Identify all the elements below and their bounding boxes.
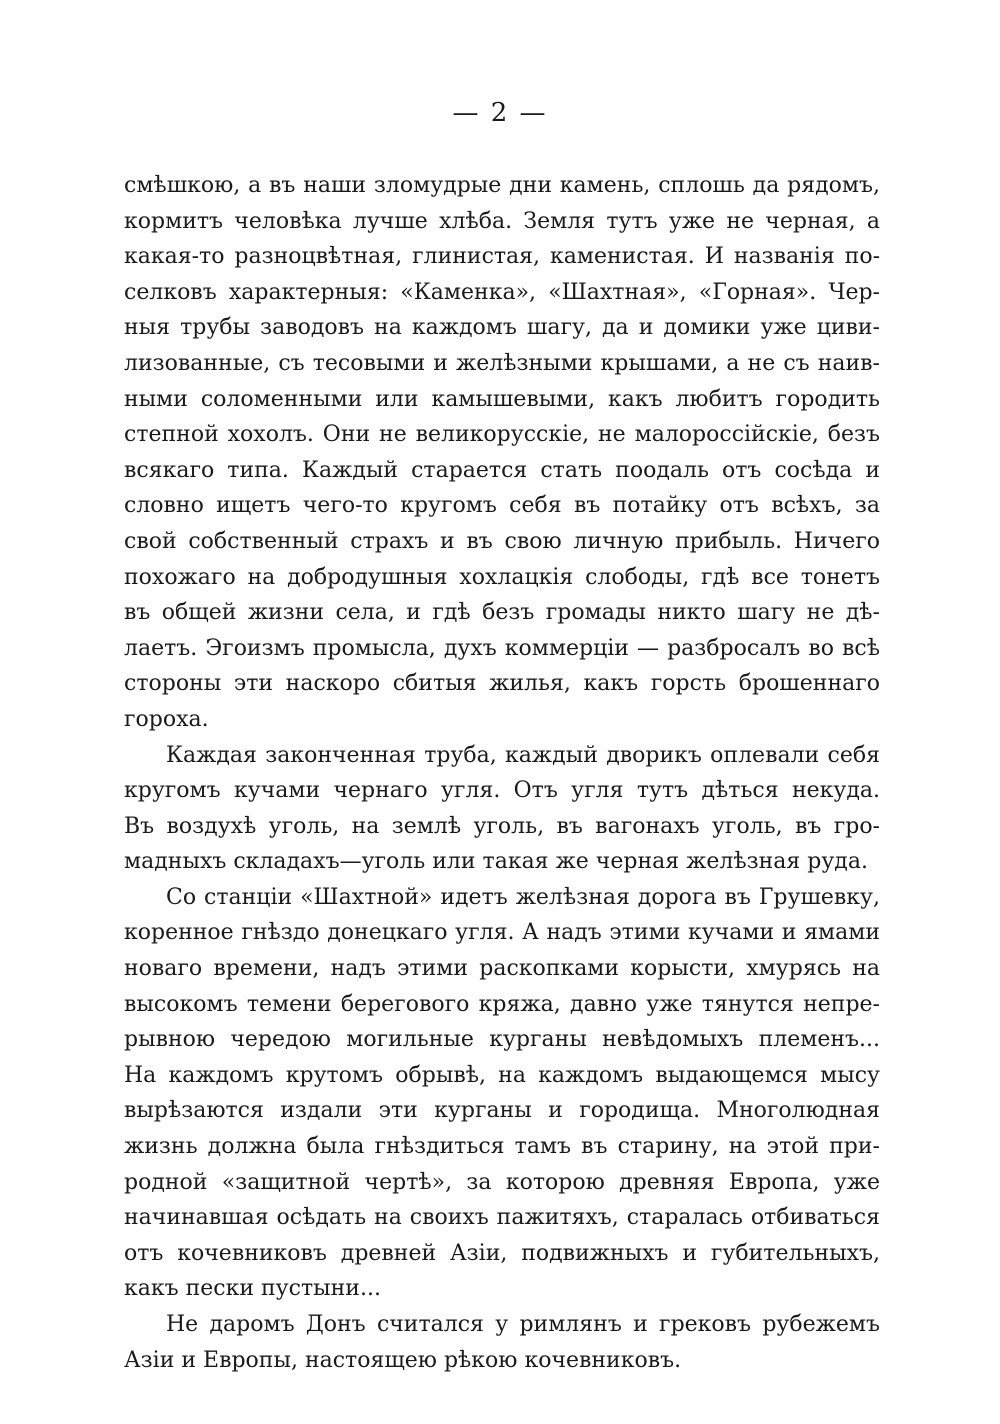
text-line: Не даромъ Донъ считался у римлянъ и грековъ рубежемъ [166, 1312, 880, 1337]
text-line: новаго времени, надъ этими раскопками корысти, хмурясь на [124, 956, 880, 982]
paragraph-4 [124, 1307, 880, 1378]
body-text [124, 168, 880, 1378]
text-line: Каждая законченная труба, каждый дворикъ оплевали себя [166, 742, 880, 768]
paragraph-3 [124, 880, 880, 1307]
text-line: степной хохолъ. Они не великорусскіе, не малороссійскіе, безъ [124, 422, 880, 448]
text-line: коренное гнѣздо донецкаго угля. А надъ этими кучами и ямами [124, 920, 880, 946]
text-line: жизнь должна была гнѣздиться тамъ въ старину, на этой при- [124, 1134, 880, 1160]
text-line: лизованные, съ тесовыми и желѣзными крышами, а не съ наив- [124, 350, 880, 376]
paragraph-1 [124, 168, 880, 738]
text-line: Со станціи «Шахтной» идетъ желѣзная дорога въ Грушевку, [166, 884, 880, 910]
text-line: кругомъ кучами чернаго угля. Отъ угля тутъ дѣться некуда. [124, 778, 880, 804]
paragraph-2 [124, 738, 880, 880]
text-line: На каждомъ крутомъ обрывѣ, на каждомъ выдающемся мысу [124, 1062, 880, 1088]
text-line: словно ищетъ чего-то кругомъ себя въ потайку отъ всѣхъ, за [124, 493, 880, 519]
text-line: гороха. [124, 706, 209, 732]
page-number: — 2 — [452, 98, 548, 128]
text-line: Въ воздухѣ уголь, на землѣ уголь, въ вагонахъ уголь, въ гро- [124, 813, 880, 839]
text-line: кормитъ человѣка лучше хлѣба. Земля тутъ уже не черная, а [124, 208, 880, 234]
text-line: стороны эти наскоро сбитыя жилья, какъ горсть брошеннаго [124, 671, 880, 697]
text-line: какая-то разноцвѣтная, глинистая, каменистая. И названія по- [124, 244, 880, 270]
text-line: Азіи и Европы, настоящею рѣкою кочевниковъ. [124, 1347, 682, 1373]
text-line: селковъ характерныя: «Каменка», «Шахтная», «Горная». Чер- [124, 279, 880, 305]
text-line: похожаго на добродушныя хохлацкія слободы, гдѣ все тонетъ [124, 564, 880, 590]
text-line: отъ кочевниковъ древней Азіи, подвижныхъ и губительныхъ, [124, 1240, 880, 1266]
text-line: свой собственный страхъ и въ свою личную прибыль. Ничего [124, 528, 880, 554]
text-line: рывною чередою могильные курганы невѣдомыхъ племенъ... [124, 1027, 880, 1053]
text-line: мадныхъ складахъ—уголь или такая же черная желѣзная руда. [124, 849, 868, 875]
text-line: высокомъ темени берегового кряжа, давно уже тянутся непре- [124, 991, 880, 1017]
text-line: родной «защитной чертѣ», за которою древняя Европа, уже [124, 1169, 880, 1195]
text-line: какъ пески пустыни... [124, 1276, 381, 1302]
text-line: лаетъ. Эгоизмъ промысла, духъ коммерціи — разбросалъ во всѣ [124, 635, 880, 661]
text-line: ныя трубы заводовъ на каждомъ шагу, да и домики уже циви- [124, 315, 880, 341]
text-line: смѣшкою, а въ наши зломудрые дни камень, сплошь да рядомъ, [124, 173, 880, 198]
text-line: начинавшая осѣдать на своихъ пажитяхъ, старалась отбиваться [124, 1205, 880, 1231]
text-line: вырѣзаются издали эти курганы и городища. Многолюдная [124, 1098, 880, 1124]
text-line: всякаго типа. Каждый старается стать поодаль отъ сосѣда и [124, 457, 880, 483]
text-line: ными соломенными или камышевыми, какъ любитъ городить [124, 386, 880, 412]
text-line: въ общей жизни села, и гдѣ безъ громады никто шагу не дѣ- [124, 600, 880, 626]
